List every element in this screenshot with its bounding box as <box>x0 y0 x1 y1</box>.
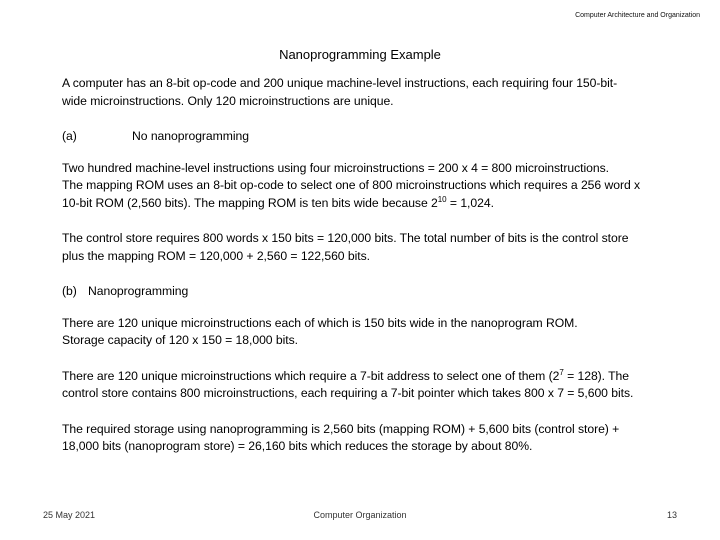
exponent: 7 <box>559 367 564 377</box>
intro-line: A computer has an 8-bit op-code and 200 unique machine-level instructions, each requiring four 150-bit- <box>62 76 618 90</box>
part-b-line: 18,000 bits (nanoprogram store) = 26,160 bits which reduces the storage by about 80%. <box>62 439 533 453</box>
part-a-line: The control store requires 800 words x 150 bits = 120,000 bits. The total number of bits is the control store <box>62 231 629 245</box>
slide-title: Nanoprogramming Example <box>279 47 441 62</box>
part-b-heading-text: Nanoprogramming <box>88 284 189 298</box>
part-b-line: control store contains 800 microinstructions, each requiring a 7-bit pointer which takes 800 x 7 = 5,600 bits. <box>62 386 634 400</box>
part-a-line: plus the mapping ROM = 120,000 + 2,560 = 122,560 bits. <box>62 248 370 263</box>
part-b-line: The required storage using nanoprogramming is 2,560 bits (mapping ROM) + 5,600 bits (control store) + <box>62 421 620 436</box>
part-a-line: Two hundred machine-level instructions using four microinstructions = 200 x 4 = 800 microinstructions. <box>62 160 609 175</box>
footer-date: 25 May 2021 <box>43 510 96 520</box>
part-b-text: There are 120 unique microinstructions which require a 7-bit address to select one of them (2 <box>62 368 560 383</box>
part-a-heading <box>62 128 667 146</box>
part-b-paragraph-3 <box>62 421 667 456</box>
part-a-heading-text: No nanoprogramming <box>132 129 249 143</box>
part-b-paragraph-1 <box>62 315 667 350</box>
part-b-line-with-exponent <box>62 368 667 386</box>
intro-paragraph <box>62 75 667 110</box>
part-b-label: (b) <box>62 284 77 298</box>
part-b-line: There are 120 unique microinstructions each of which is 150 bits wide in the nanoprogram ROM. <box>62 315 578 330</box>
slide-body <box>62 75 667 474</box>
part-a-line-with-exponent <box>62 195 667 213</box>
footer-title: Computer Organization <box>313 510 407 520</box>
part-a-line: The mapping ROM uses an 8-bit op-code to select one of 800 microinstructions which requires a 256 word x <box>62 178 641 192</box>
part-b-line: Storage capacity of 120 x 150 = 18,000 bits. <box>62 333 298 347</box>
exponent: 10 <box>437 194 447 204</box>
part-a-label: (a) <box>62 129 77 143</box>
part-a-paragraph-2 <box>62 230 667 265</box>
part-b-paragraph-2 <box>62 368 667 403</box>
part-a-paragraph-1 <box>62 160 667 213</box>
page-number: 13 <box>666 510 677 520</box>
part-b-text: = 128). The <box>563 368 629 383</box>
intro-line: wide microinstructions. Only 120 microinstructions are unique. <box>62 93 394 108</box>
part-b-heading <box>62 283 667 301</box>
course-title: Computer Architecture and Organization <box>575 12 700 19</box>
part-a-text: 10-bit ROM (2,560 bits). The mapping ROM is ten bits wide because 2 <box>62 195 438 210</box>
part-a-text: = 1,024. <box>446 195 494 210</box>
